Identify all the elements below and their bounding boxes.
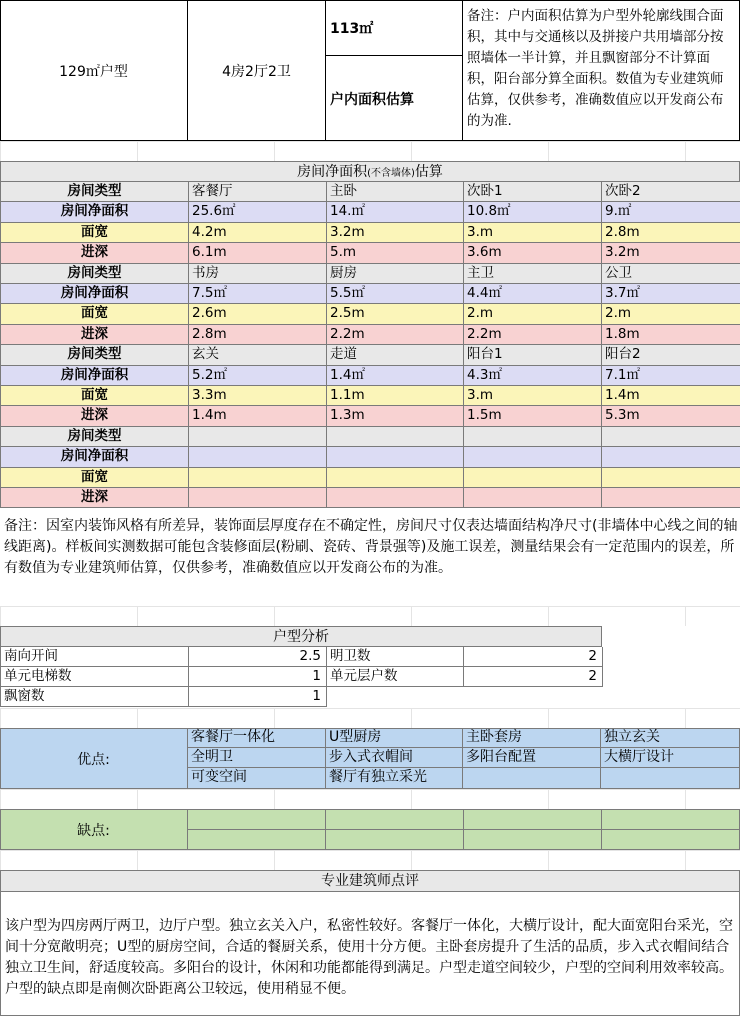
pros-item: 全明卫 (188, 748, 326, 768)
analysis-title: 户型分析 (0, 626, 602, 647)
row-net-area-cell: 25.6㎡ (189, 202, 327, 223)
row-room-type-cell: 阳台1 (464, 345, 602, 366)
row-net-area-cell: 4.4㎡ (464, 284, 602, 304)
row-net-area-cell: 1.4㎡ (327, 366, 464, 386)
row-room-type-cell: 主卫 (464, 264, 602, 284)
spacer-grid-3 (0, 708, 740, 728)
row-room-type-cell: 玄关 (189, 345, 327, 366)
row-depth-cell: 2.2m (327, 325, 464, 345)
row-room-type-cell (602, 427, 740, 447)
row-width-cell: 3.3m (189, 386, 327, 406)
row-depth-cell: 6.1m (189, 243, 327, 264)
row-depth-cell: 5.3m (602, 406, 740, 427)
row-room-type-cell: 走道 (327, 345, 464, 366)
row-width-cell (327, 468, 464, 488)
row-depth-cell: 3.6m (464, 243, 602, 264)
pros-item: 独立玄关 (601, 728, 740, 748)
pros-item: 大横厅设计 (601, 748, 740, 768)
row-depth-label: 进深 (1, 243, 189, 264)
spacer-grid-4 (0, 789, 740, 809)
row-net-area-cell: 9.㎡ (602, 202, 740, 223)
row-depth-label: 进深 (1, 406, 189, 427)
row-net-area-label: 房间净面积 (1, 366, 189, 386)
row-depth-cell (189, 488, 327, 508)
pros-item: 客餐厅一体化 (188, 728, 326, 748)
area-value: 113㎡ (326, 0, 463, 56)
row-net-area-cell: 14.㎡ (327, 202, 464, 223)
row-room-type-cell: 书房 (189, 264, 327, 284)
row-width-cell: 1.1m (327, 386, 464, 406)
row-depth-cell: 5.m (327, 243, 464, 264)
pros-item (463, 768, 601, 789)
row-width-cell: 3.m (464, 223, 602, 243)
row-depth-cell: 2.8m (189, 325, 327, 345)
row-width-cell (464, 468, 602, 488)
row-depth-label: 进深 (1, 488, 189, 508)
pros-item: U型厨房 (326, 728, 463, 748)
room-note: 备注：因室内装饰风格有所差异，装饰面层厚度存在不确定性，房间尺寸仅表达墙面结构净尺寸(非墙体中心线之间的轴线距离)。样板间实测数据可能包含装修面层(粉刷、瓷砖、背景强等)及施工误差，测量结果会有一定范围内的误差，所有数值为专业建筑师估算，仅供参考，准确数值应以开发商公布的为准。 (4, 518, 738, 576)
row-width-cell (189, 468, 327, 488)
row-room-type-cell: 公卫 (602, 264, 740, 284)
row-width-label: 面宽 (1, 304, 189, 325)
row-width-cell: 2.m (464, 304, 602, 325)
row-width-cell: 2.m (602, 304, 740, 325)
analysis-value: 1 (189, 687, 327, 707)
row-depth-cell: 1.5m (464, 406, 602, 427)
row-width-cell: 2.6m (189, 304, 327, 325)
row-room-type-cell: 主卧 (327, 182, 464, 202)
row-depth-cell: 3.2m (602, 243, 740, 264)
row-room-type-cell (327, 427, 464, 447)
pros-item: 餐厅有独立采光 (326, 768, 463, 789)
analysis-label: 南向开间 (1, 647, 189, 667)
pros-item (601, 768, 740, 789)
row-width-cell (602, 468, 740, 488)
analysis-value: 2 (464, 667, 603, 687)
room-table-title: 房间净面积(不含墙体)估算 (0, 161, 740, 182)
cons-label: 缺点: (0, 809, 188, 850)
row-room-type-cell (189, 427, 327, 447)
pros-item: 多阳台配置 (463, 748, 601, 768)
row-net-area-cell (602, 447, 740, 468)
row-depth-label: 进深 (1, 325, 189, 345)
review-text: 该户型为四房两厅两卫，边厅户型。独立玄关入户，私密性较好。客餐厅一体化，大横厅设计，配大面宽阳台采光，空间十分宽敞明亮；U型的厨房空间，合适的餐厨关系，使用十分方便。主卧套房提升了生活的品质，步入式衣帽间结合独立卫生间，舒适度较高。多阳台的设计，休闲和功能都能得到满足。户型走道空间较少，户型的空间利用效率较高。户型的缺点即是南侧次卧距离公卫较远，使用稍显不便。 (0, 892, 740, 1016)
row-net-area-label: 房间净面积 (1, 447, 189, 468)
row-net-area-cell: 4.3㎡ (464, 366, 602, 386)
row-net-area-cell (189, 447, 327, 468)
cons-grid (188, 809, 740, 850)
row-net-area-label: 房间净面积 (1, 202, 189, 223)
row-depth-cell (464, 488, 602, 508)
row-depth-cell (327, 488, 464, 508)
pros-grid (188, 728, 740, 789)
row-room-type-cell: 阳台2 (602, 345, 740, 366)
row-width-label: 面宽 (1, 468, 189, 488)
analysis-value: 1 (189, 667, 327, 687)
row-room-type-cell: 次卧2 (602, 182, 740, 202)
row-room-type-cell: 客餐厅 (189, 182, 327, 202)
unit-type: 129㎡户型 (0, 0, 188, 141)
spacer-grid-5 (0, 850, 740, 870)
analysis-label: 单元电梯数 (1, 667, 189, 687)
row-net-area-cell: 3.7㎡ (602, 284, 740, 304)
analysis-table (0, 647, 602, 707)
analysis-value: 2.5 (189, 647, 327, 667)
analysis-label: 单元层户数 (327, 667, 464, 687)
row-net-area-cell: 7.1㎡ (602, 366, 740, 386)
row-width-cell: 1.4m (602, 386, 740, 406)
row-width-label: 面宽 (1, 223, 189, 243)
row-net-area-cell: 5.2㎡ (189, 366, 327, 386)
row-depth-cell: 1.3m (327, 406, 464, 427)
pros-item: 可变空间 (188, 768, 326, 789)
row-net-area-cell: 10.8㎡ (464, 202, 602, 223)
row-depth-cell: 1.4m (189, 406, 327, 427)
row-depth-cell (602, 488, 740, 508)
row-room-type-label: 房间类型 (1, 264, 189, 284)
row-width-cell: 3.2m (327, 223, 464, 243)
unit-layout: 4房2厅2卫 (188, 0, 326, 141)
row-width-cell: 4.2m (189, 223, 327, 243)
pros-item: 步入式衣帽间 (326, 748, 463, 768)
row-net-area-cell: 5.5㎡ (327, 284, 464, 304)
row-net-area-cell: 7.5㎡ (189, 284, 327, 304)
header-remark: 备注：户内面积估算为户型外轮廓线围合面积，其中与交通核以及拼接户共用墙部分按照墙体一半计算，并且飘窗部分不计算面积，阳台部分算全面积。数值为专业建筑师估算，仅供参考，准确数值应以开发商公布的为准. (467, 8, 724, 129)
row-room-type-label: 房间类型 (1, 427, 189, 447)
review-title: 专业建筑师点评 (0, 870, 740, 892)
row-depth-cell: 2.2m (464, 325, 602, 345)
pros-label: 优点: (0, 728, 188, 789)
analysis-label: 明卫数 (327, 647, 464, 667)
row-width-cell: 2.8m (602, 223, 740, 243)
pros-item: 主卧套房 (463, 728, 601, 748)
analysis-label: 飘窗数 (1, 687, 189, 707)
row-room-type-cell (464, 427, 602, 447)
row-net-area-cell (464, 447, 602, 468)
row-room-type-label: 房间类型 (1, 182, 189, 202)
row-room-type-cell: 次卧1 (464, 182, 602, 202)
row-room-type-label: 房间类型 (1, 345, 189, 366)
row-width-label: 面宽 (1, 386, 189, 406)
row-width-cell: 3.m (464, 386, 602, 406)
row-net-area-label: 房间净面积 (1, 284, 189, 304)
row-width-cell: 2.5m (327, 304, 464, 325)
spacer-grid-2 (0, 606, 740, 626)
row-room-type-cell: 厨房 (327, 264, 464, 284)
analysis-value: 2 (464, 647, 603, 667)
row-net-area-cell (327, 447, 464, 468)
room-table (0, 182, 740, 508)
row-depth-cell: 1.8m (602, 325, 740, 345)
spacer-grid (0, 141, 740, 161)
area-label: 户内面积估算 (326, 56, 463, 141)
